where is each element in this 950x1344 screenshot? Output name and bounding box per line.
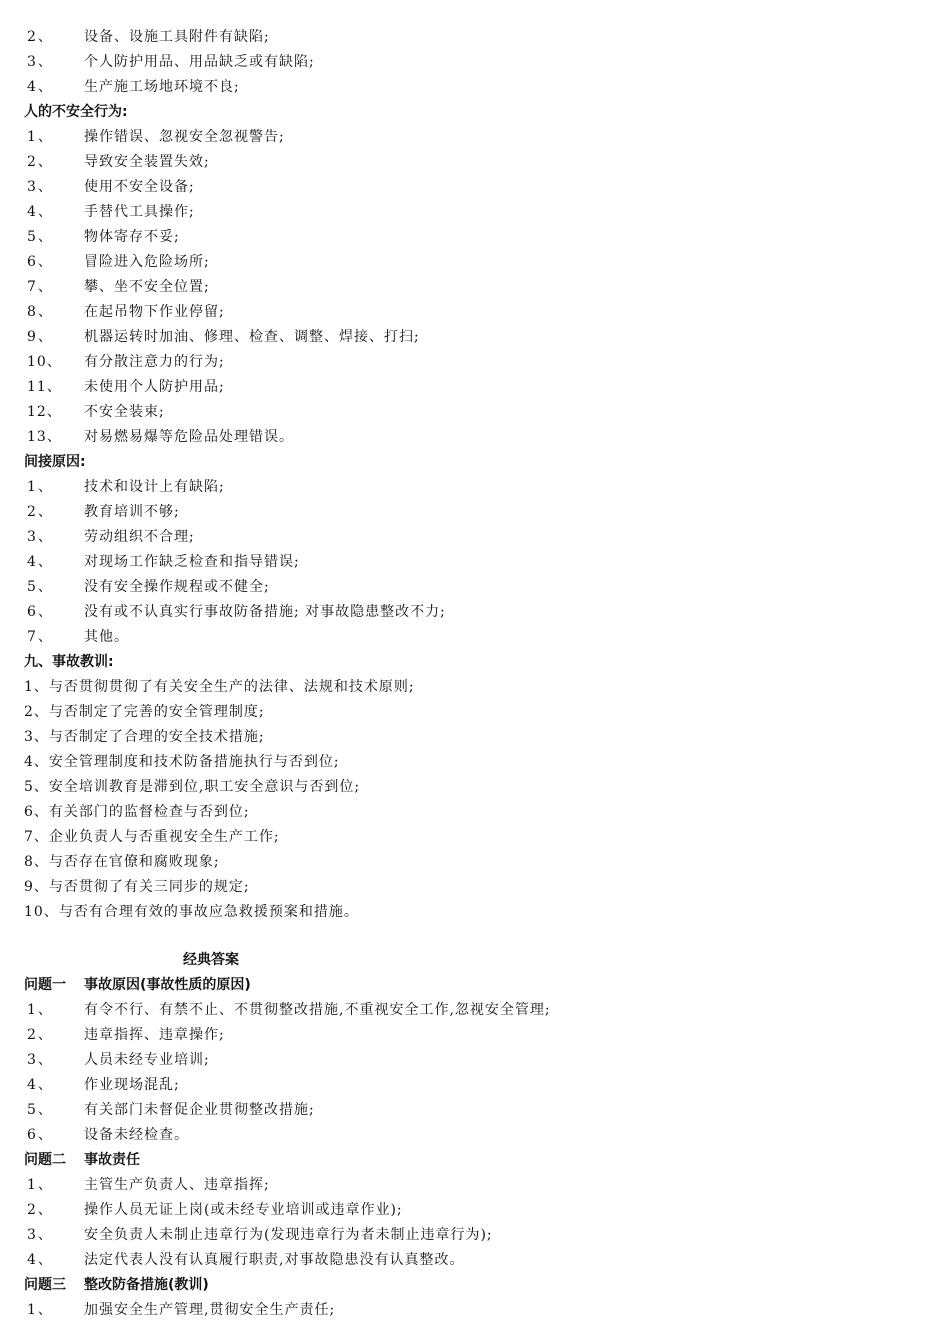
question-heading-q2: 问题二 事故责任 [24,1152,140,1168]
list-item: 8、与否存在官僚和腐败现象; [24,854,220,870]
list-item: 6、 冒险进入危险场所; [27,254,210,270]
list-item: 10、 有分散注意力的行为; [27,354,225,370]
list-item: 7、企业负责人与否重视安全生产工作; [24,829,280,845]
list-item: 2、与否制定了完善的安全管理制度; [24,704,265,720]
list-item: 2、 导致安全装置失效; [27,154,210,170]
list-item: 1、 有令不行、有禁不止、不贯彻整改措施,不重视安全工作,忽视安全管理; [27,1002,551,1018]
list-item: 8、 在起吊物下作业停留; [27,304,225,320]
list-item: 5、 没有安全操作规程或不健全; [27,579,270,595]
list-item: 5、 物体寄存不妥; [27,229,180,245]
list-item: 6、 设备未经检查。 [27,1127,189,1143]
list-item: 2、 设备、设施工具附件有缺陷; [27,29,270,45]
section-heading-lessons: 九、事故教训: [24,654,114,670]
section-heading-unsafe-acts: 人的不安全行为: [24,104,128,120]
list-item: 3、与否制定了合理的安全技术措施; [24,729,265,745]
list-item: 12、 不安全装束; [27,404,165,420]
question-heading-q1: 问题一 事故原因(事故性质的原因) [24,977,251,993]
list-item: 9、与否贯彻了有关三同步的规定; [24,879,250,895]
list-item: 1、 加强安全生产管理,贯彻安全生产责任; [27,1302,336,1318]
question-heading-q3: 问题三 整改防备措施(教训) [24,1277,209,1293]
list-item: 5、 有关部门未督促企业贯彻整改措施; [27,1102,315,1118]
list-item: 4、 对现场工作缺乏检查和指导错误; [27,554,300,570]
list-item: 9、 机器运转时加油、修理、检查、调整、焊接、打扫; [27,329,420,345]
list-item: 3、 使用不安全设备; [27,179,195,195]
list-item: 1、 主管生产负责人、违章指挥; [27,1177,270,1193]
section-heading-indirect-causes: 间接原因: [24,454,86,470]
list-item: 3、 人员未经专业培训; [27,1052,210,1068]
list-item: 1、 操作错误、忽视安全忽视警告; [27,129,285,145]
list-item: 13、 对易燃易爆等危险品处理错误。 [27,429,294,445]
list-item: 4、 作业现场混乱; [27,1077,180,1093]
list-item: 4、 生产施工场地环境不良; [27,79,240,95]
list-item: 10、与否有合理有效的事故应急救援预案和措施。 [24,904,359,920]
list-item: 5、安全培训教育是滞到位,职工安全意识与否到位; [24,779,361,795]
list-item: 1、与否贯彻贯彻了有关安全生产的法律、法规和技术原则; [24,679,415,695]
list-item: 4、 法定代表人没有认真履行职责,对事故隐患没有认真整改。 [27,1252,465,1268]
list-item: 3、 劳动组织不合理; [27,529,195,545]
list-item: 1、 技术和设计上有缺陷; [27,479,225,495]
list-item: 4、 手替代工具操作; [27,204,195,220]
list-item: 2、 违章指挥、违章操作; [27,1027,225,1043]
list-item: 11、 未使用个人防护用品; [27,379,225,395]
list-item: 3、 安全负责人未制止违章行为(发现违章行为者未制止违章行为); [27,1227,493,1243]
list-item: 4、安全管理制度和技术防备措施执行与否到位; [24,754,340,770]
list-item: 6、 没有或不认真实行事故防备措施; 对事故隐患整改不力; [27,604,446,620]
answers-title: 经典答案 [183,952,239,968]
list-item: 2、 操作人员无证上岗(或未经专业培训或违章作业); [27,1202,403,1218]
list-item: 7、 其他。 [27,629,129,645]
list-item: 7、 攀、坐不安全位置; [27,279,210,295]
list-item: 6、有关部门的监督检查与否到位; [24,804,250,820]
list-item: 2、 教育培训不够; [27,504,180,520]
list-item: 3、 个人防护用品、用品缺乏或有缺陷; [27,54,315,70]
